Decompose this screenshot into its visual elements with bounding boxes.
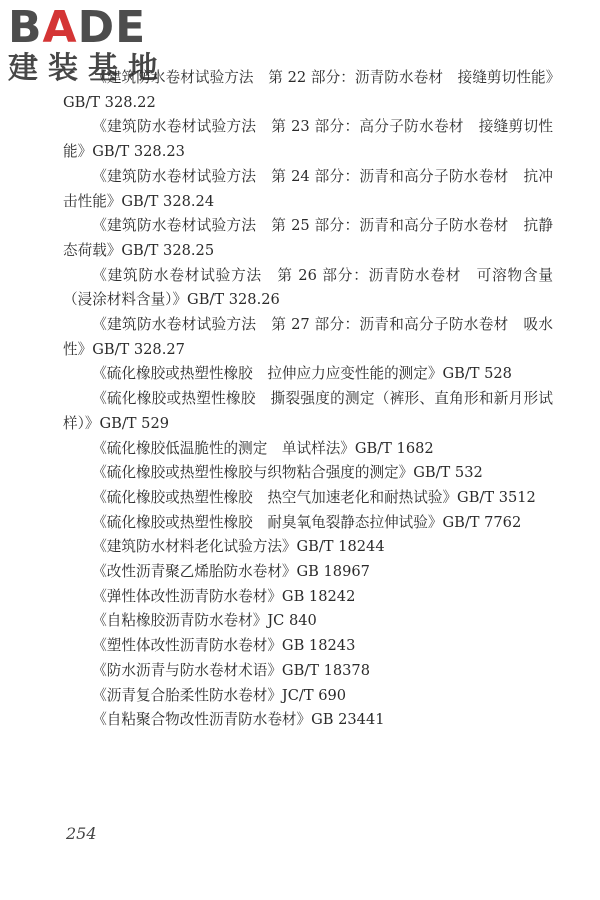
reference-entry: 《建筑防水卷材试验方法 第 24 部分：沥青和高分子防水卷材 抗冲击性能》GB/T 328.24 bbox=[63, 167, 553, 210]
watermark-logo bbox=[8, 4, 178, 92]
reference-entry: 《自粘聚合物改性沥青防水卷材》GB 23441 bbox=[92, 711, 385, 729]
page-number: 254 bbox=[66, 824, 97, 843]
reference-entry: 《弹性体改性沥青防水卷材》GB 18242 bbox=[92, 587, 356, 605]
reference-list bbox=[63, 66, 553, 733]
reference-entry: 《建筑防水卷材试验方法 第 22 部分：沥青防水卷材 接缝剪切性能》GB/T 328.22 bbox=[63, 69, 553, 111]
reference-entry: 《硫化橡胶低温脆性的测定 单试样法》GB/T 1682 bbox=[92, 439, 434, 457]
reference-entry: 《沥青复合胎柔性防水卷材》JC/T 690 bbox=[92, 686, 347, 704]
logo-letters: B bbox=[8, 2, 43, 53]
reference-entry: 《建筑防水卷材试验方法 第 27 部分：沥青和高分子防水卷材 吸水性》GB/T 328.27 bbox=[63, 316, 553, 358]
reference-entry: 《硫化橡胶或热塑性橡胶 热空气加速老化和耐热试验》GB/T 3512 bbox=[92, 488, 536, 506]
reference-entry: 《自粘橡胶沥青防水卷材》JC 840 bbox=[92, 612, 317, 630]
reference-entry: 《硫化橡胶或热塑性橡胶 耐臭氧龟裂静态拉伸试验》GB/T 7762 bbox=[92, 513, 522, 531]
logo-accent-letter: A bbox=[42, 2, 78, 53]
reference-entry: 《硫化橡胶或热塑性橡胶与织物粘合强度的测定》GB/T 532 bbox=[92, 464, 483, 482]
reference-entry: 《建筑防水卷材试验方法 第 26 部分：沥青防水卷材 可溶物含量（浸涂材料含量）》GB/T 328.26 bbox=[63, 266, 553, 309]
reference-entry: 《改性沥青聚乙烯胎防水卷材》GB 18967 bbox=[92, 563, 370, 581]
reference-entry: 《建筑防水卷材试验方法 第 23 部分：高分子防水卷材 接缝剪切性能》GB/T 328.23 bbox=[63, 118, 553, 161]
reference-entry: 《建筑防水材料老化试验方法》GB/T 18244 bbox=[92, 538, 385, 556]
logo-text-cn: 建装基地 bbox=[8, 51, 168, 86]
reference-entry: 《硫化橡胶或热塑性橡胶 拉伸应力应变性能的测定》GB/T 528 bbox=[92, 365, 512, 383]
reference-entry: 《建筑防水卷材试验方法 第 25 部分：沥青和高分子防水卷材 抗静态荷载》GB/T 328.25 bbox=[63, 217, 553, 259]
logo-letters: DE bbox=[77, 2, 147, 53]
reference-entry: 《防水沥青与防水卷材术语》GB/T 18378 bbox=[92, 661, 371, 679]
logo-text-en bbox=[8, 4, 178, 52]
reference-entry: 《硫化橡胶或热塑性橡胶 撕裂强度的测定（裤形、直角形和新月形试样）》GB/T 529 bbox=[63, 390, 553, 432]
reference-entry: 《塑性体改性沥青防水卷材》GB 18243 bbox=[92, 637, 356, 655]
